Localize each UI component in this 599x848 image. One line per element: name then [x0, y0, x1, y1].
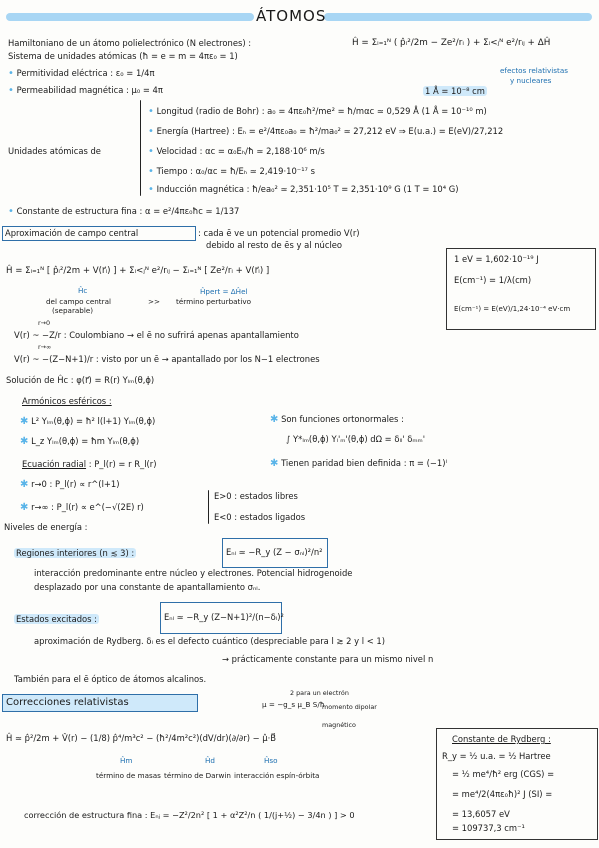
rydberg-line-2: = ½ me⁴/ħ² erg (CGS) = [452, 769, 555, 779]
conversion-2: E(cm⁻¹) = 1/λ(cm) [454, 275, 532, 285]
mu-note-2: momento dipolar [322, 703, 377, 711]
brace [140, 100, 141, 196]
star-bullet-icon: ✱ [270, 458, 279, 469]
atomic-units-label: Unidades atómicas de [8, 146, 101, 156]
mu-note-1: 2 para un electrón [290, 689, 349, 697]
mu-note-3: magnético [322, 721, 356, 729]
rydberg-line-5: = 109737,3 cm⁻¹ [452, 823, 525, 833]
star-bullet-icon: ✱ [20, 436, 29, 447]
rydberg-approx: aproximación de Rydberg. δₗ es el defecto cuántico (despreciable para l ≳ 2 y l < 1) [34, 636, 386, 646]
term-darwin: término de Darwin [164, 771, 231, 780]
radial-limit-1: r→0 : P_l(r) ∝ r^(l+1) [31, 479, 120, 489]
bullet-icon: • [148, 146, 154, 157]
inner-regions-eq: Eₙₗ ≃ −R_y (Z − σₙₗ)²/n² [226, 547, 323, 557]
relativistic-hamiltonian: Ĥ ≃ p̂²/2m + V̂(r) − (1/8) p̂⁴/m³c² − (ħ²/4m²c²)(dV/dr)(∂/∂r) − μ̂·B⃗ [6, 733, 277, 743]
radial-limit-2: r→∞ : P_l(r) ∝ e^(−√(2E) r) [31, 502, 144, 512]
effects-note-2: y nucleares [510, 76, 552, 85]
v-rinf-line: V(r) ~ −(Z−N+1)/r : visto por un ē → apantallado por los N−1 electrones [14, 354, 320, 364]
hm-symbol: Ĥm [120, 756, 133, 765]
harmonics-orthonormal-eq: ∫ Y*ₗₘ(θ,ϕ) Yₗ'ₘ'(θ,ϕ) dΩ = δₗₗ' δₘₘ' [286, 434, 426, 444]
bullet-icon: • [148, 106, 154, 117]
mu-equation: μ = −g_s μ_B S/ħ [262, 700, 325, 709]
hamiltonian-label: Hamiltoniano de un átomo polielectrónico (N electrones) : [8, 38, 252, 48]
star-bullet-icon: ✱ [20, 416, 29, 427]
excited-states-eq: Eₙₗ ≃ −R_y (Z−N+1)²/(n−δₗ)² [164, 612, 284, 622]
state-free: E>0 : estados libres [214, 491, 298, 501]
rydberg-note: → prácticamente constante para un mismo nivel n [222, 654, 434, 664]
harmonics-prop-2: Tienen paridad bien definida : π = (−1)ˡ [281, 458, 447, 468]
bullet-icon: • [148, 166, 154, 177]
central-field-text-2: debido al resto de ēs y al núcleo [206, 240, 343, 250]
title-bar-right [324, 13, 592, 21]
harmonics-eq-1: L² Yₗₘ(θ,ϕ) = ħ² l(l+1) Yₗₘ(θ,ϕ) [31, 416, 156, 426]
radial-heading: Ecuación radial [22, 459, 87, 469]
unit-magnetic-induction: Inducción magnética : ħ/ea₀² ≃ 2,351·10⁵ T = 2,351·10⁹ G (1 T = 10⁴ G) [156, 184, 459, 194]
excited-states-label: Estados excitados : [16, 614, 97, 624]
angstrom-note: 1 Å = 10⁻⁸ cm [425, 86, 485, 96]
page-title: ÁTOMOS [256, 7, 327, 25]
v-r0-line: V(r) ~ −Z/r : Coulombiano → el ē no sufrirá apenas apantallamiento [14, 330, 299, 340]
star-bullet-icon: ✱ [20, 479, 29, 490]
relativistic-heading: Correcciones relativistas [6, 697, 129, 708]
central-field-heading: Aproximación de campo central [5, 228, 139, 238]
hd-symbol: Ĥd [205, 756, 215, 765]
star-bullet-icon: ✱ [270, 414, 279, 425]
inner-desc-2: desplazado por una constante de apantallamiento σₙₗ. [34, 582, 261, 592]
radial-eq: : P_l(r) = r R_l(r) [88, 459, 157, 469]
v-r0-limit: r→0 [38, 319, 51, 327]
term-spin-orbit: interacción espín-órbita [234, 771, 320, 780]
permittivity: Permitividad eléctrica : ε₀ = 1/4π [16, 68, 155, 78]
hso-symbol: Ĥso [264, 756, 278, 765]
rydberg-heading: Constante de Rydberg : [452, 734, 551, 744]
rydberg-line-3: = me⁴/2(4πε₀ħ)² J (SI) = [452, 789, 553, 799]
bullet-icon: • [8, 206, 14, 217]
hc-solution: Solución de Ĥc : φ(r⃗) = R(r) Yₗₘ(θ,ϕ) [6, 375, 155, 385]
brace [208, 490, 209, 524]
hc-symbol: Ĥc [78, 286, 88, 295]
bullet-icon: • [148, 126, 154, 137]
fine-structure-constant: Constante de estructura fina : α = e²/4πε₀ħc ≃ 1/137 [16, 206, 240, 216]
title-bar-left [6, 13, 254, 21]
term-mass: término de masas [96, 771, 161, 780]
central-field-text-1: : cada ē ve un potencial promedio V(r) [198, 228, 360, 238]
bullet-icon: • [148, 184, 154, 195]
unit-time: Tiempo : α₀/αc = ħ/Eₕ ≃ 2,419·10⁻¹⁷ s [156, 166, 315, 176]
harmonics-heading: Armónicos esféricos : [22, 396, 112, 406]
conversion-1: 1 eV = 1,602·10⁻¹⁹ J [454, 254, 539, 264]
harmonics-eq-2: L_z Yₗₘ(θ,ϕ) = ħm Yₗₘ(θ,ϕ) [31, 436, 140, 446]
hc-desc-2: (separable) [52, 306, 94, 315]
effects-note-1: efectos relativistas [500, 66, 568, 75]
v-rinf-limit: r→∞ [38, 343, 52, 351]
fine-structure-correction: corrección de estructura fina : Eₙⱼ = −Z²/2n² [ 1 + α²Z²/n ( 1/(j+½) − 3/4n ) ] > 0 [24, 810, 355, 820]
compare-symbol: >> [148, 297, 161, 306]
hamiltonian-equation: Ĥ = Σᵢ₌₁ᴺ ( p̂ᵢ²/2m − Ze²/rᵢ ) + Σᵢ<ⱼᴺ e²/rᵢⱼ + ΔĤ [352, 38, 551, 48]
levels-heading: Niveles de energía : [4, 522, 88, 532]
conversion-3: E(cm⁻¹) = E(eV)/1,24·10⁻⁴ eV·cm [454, 305, 571, 313]
unit-system: Sistema de unidades atómicas (ħ = e = m = 4πε₀ = 1) [8, 51, 238, 61]
inner-regions-label: Regiones interiores (n ≲ 3) : [16, 548, 135, 558]
unit-energy: Energía (Hartree) : Eₕ = e²/4πε₀a₀ = ħ²/ma₀² ≃ 27,212 eV ⇒ E(u.a.) = E(eV)/27,212 [156, 126, 504, 136]
hc-desc-1: del campo central [46, 297, 111, 306]
rydberg-line-4: = 13,6057 eV [452, 809, 510, 819]
unit-length: Longitud (radio de Bohr) : a₀ = 4πε₀ħ²/me² = ħ/mαc ≃ 0,529 Å (1 Å = 10⁻¹⁰ m) [156, 106, 487, 116]
central-field-equation: Ĥ = Σᵢ₌₁ᴺ [ p̂ᵢ²/2m + V(r⃗ᵢ) ] + Σᵢ<ⱼᴺ e²/rᵢⱼ − Σᵢ₌₁ᴺ [ Ze²/rᵢ + V(r⃗ᵢ) ] [6, 266, 270, 276]
harmonics-prop-1: Son funciones ortonormales : [281, 414, 404, 424]
permeability: Permeabilidad magnética : μ₀ = 4π [16, 85, 163, 95]
pert-desc: término perturbativo [176, 297, 252, 306]
bullet-icon: • [8, 85, 14, 96]
rydberg-line-1: R_y = ½ u.a. = ½ Hartree [442, 751, 551, 761]
state-bound: E<0 : estados ligados [214, 512, 306, 522]
star-bullet-icon: ✱ [20, 502, 29, 513]
inner-desc-1: interacción predominante entre núcleo y electrones. Potencial hidrogenoide [34, 568, 353, 578]
unit-velocity: Velocidad : αc = α₀Eₕ/ħ ≃ 2,188·10⁶ m/s [156, 146, 325, 156]
hpert-symbol: Ĥpert = ΔĤel [200, 287, 248, 296]
alkali-note: También para el ē óptico de átomos alcalinos. [14, 674, 207, 684]
bullet-icon: • [8, 68, 14, 79]
